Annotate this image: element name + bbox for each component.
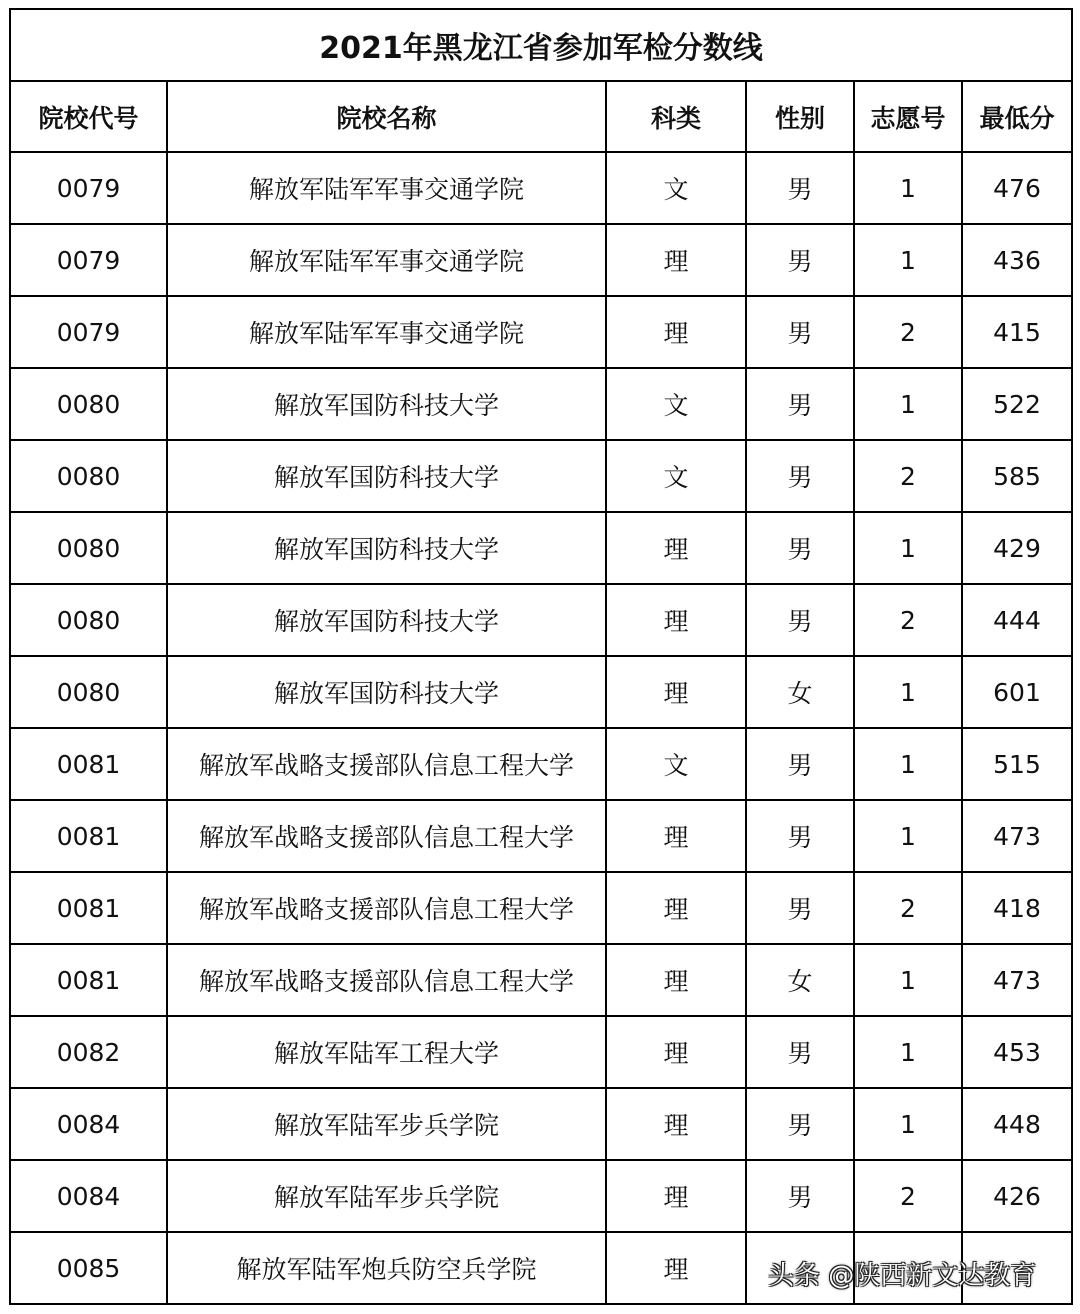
- cell-min-score: 415: [962, 296, 1072, 368]
- cell-choice-number: 1: [854, 1088, 962, 1160]
- cell-school-code: 0080: [10, 368, 167, 440]
- cell-school-name: 解放军陆军步兵学院: [167, 1088, 606, 1160]
- table-row: [10, 1160, 1072, 1232]
- header-choice-number: 志愿号: [854, 81, 962, 152]
- cell-choice-number: 1: [854, 368, 962, 440]
- cell-gender: 男: [746, 296, 854, 368]
- table-row: [10, 296, 1072, 368]
- cell-school-name: 解放军战略支援部队信息工程大学: [167, 872, 606, 944]
- cell-min-score: 448: [962, 1088, 1072, 1160]
- header-row: [10, 81, 1072, 152]
- header-gender: 性别: [746, 81, 854, 152]
- cell-min-score: 601: [962, 656, 1072, 728]
- cell-school-name: 解放军国防科技大学: [167, 440, 606, 512]
- cell-school-code: 0080: [10, 584, 167, 656]
- cell-gender: 男: [746, 152, 854, 224]
- cell-choice-number: 2: [854, 296, 962, 368]
- cell-choice-number: 2: [854, 872, 962, 944]
- cell-choice-number: 2: [854, 1160, 962, 1232]
- cell-school-name: 解放军陆军步兵学院: [167, 1160, 606, 1232]
- table-body: [10, 152, 1072, 1304]
- header-school-name: 院校名称: [167, 81, 606, 152]
- cell-school-code: 0081: [10, 800, 167, 872]
- cell-min-score: 418: [962, 872, 1072, 944]
- cell-subject: 理: [606, 1088, 746, 1160]
- table-row: [10, 872, 1072, 944]
- cell-min-score: 585: [962, 440, 1072, 512]
- cell-choice-number: 1: [854, 224, 962, 296]
- cell-school-name: 解放军国防科技大学: [167, 656, 606, 728]
- table-row: [10, 656, 1072, 728]
- cell-subject: 理: [606, 224, 746, 296]
- cell-school-code: 0084: [10, 1088, 167, 1160]
- header-subject: 科类: [606, 81, 746, 152]
- cell-school-name: 解放军陆军军事交通学院: [167, 224, 606, 296]
- table-row: [10, 944, 1072, 1016]
- cell-school-code: 0079: [10, 296, 167, 368]
- cell-min-score: 476: [962, 152, 1072, 224]
- cell-school-code: 0080: [10, 512, 167, 584]
- table-title: 2021年黑龙江省参加军检分数线: [10, 9, 1072, 81]
- cell-choice-number: 1: [854, 512, 962, 584]
- cell-subject: 理: [606, 1232, 746, 1304]
- cell-choice-number: 1: [854, 728, 962, 800]
- table-row: [10, 728, 1072, 800]
- cell-school-name: 解放军战略支援部队信息工程大学: [167, 944, 606, 1016]
- cell-min-score: 522: [962, 368, 1072, 440]
- table-row: [10, 440, 1072, 512]
- cell-subject: 理: [606, 1160, 746, 1232]
- cell-choice-number: 2: [854, 440, 962, 512]
- cell-gender: 男: [746, 1016, 854, 1088]
- header-school-code: 院校代号: [10, 81, 167, 152]
- cell-subject: 理: [606, 296, 746, 368]
- table-row: [10, 800, 1072, 872]
- cell-choice-number: 1: [854, 944, 962, 1016]
- cell-min-score: 515: [962, 728, 1072, 800]
- cell-school-name: 解放军国防科技大学: [167, 512, 606, 584]
- cell-gender: 男: [746, 584, 854, 656]
- score-table: [9, 8, 1073, 1305]
- cell-gender: 男: [746, 1088, 854, 1160]
- cell-subject: 理: [606, 584, 746, 656]
- cell-min-score: 473: [962, 944, 1072, 1016]
- table-row: [10, 512, 1072, 584]
- cell-subject: 理: [606, 872, 746, 944]
- cell-min-score: 444: [962, 584, 1072, 656]
- cell-gender: 男: [746, 1160, 854, 1232]
- table-row: [10, 224, 1072, 296]
- header-min-score: 最低分: [962, 81, 1072, 152]
- cell-school-name: 解放军陆军军事交通学院: [167, 152, 606, 224]
- table-row: [10, 152, 1072, 224]
- cell-gender: 男: [746, 728, 854, 800]
- cell-choice-number: 1: [854, 152, 962, 224]
- cell-subject: 理: [606, 944, 746, 1016]
- table-row: [10, 368, 1072, 440]
- cell-gender: 女: [746, 944, 854, 1016]
- cell-gender: 男: [746, 872, 854, 944]
- cell-choice-number: 1: [854, 656, 962, 728]
- cell-gender: 男: [746, 512, 854, 584]
- cell-school-name: 解放军陆军军事交通学院: [167, 296, 606, 368]
- cell-school-name: 解放军陆军工程大学: [167, 1016, 606, 1088]
- cell-choice-number: 1: [854, 800, 962, 872]
- cell-gender: 女: [746, 656, 854, 728]
- cell-school-code: 0079: [10, 152, 167, 224]
- table-row: [10, 584, 1072, 656]
- cell-school-code: 0081: [10, 944, 167, 1016]
- cell-min-score: 429: [962, 512, 1072, 584]
- cell-school-name: 解放军国防科技大学: [167, 368, 606, 440]
- cell-subject: 理: [606, 656, 746, 728]
- cell-min-score: 426: [962, 1160, 1072, 1232]
- title-row: [10, 9, 1072, 81]
- cell-choice-number: 1: [854, 1016, 962, 1088]
- cell-school-code: 0081: [10, 872, 167, 944]
- cell-subject: 文: [606, 152, 746, 224]
- table-row: [10, 1088, 1072, 1160]
- cell-min-score: 473: [962, 800, 1072, 872]
- cell-gender: 男: [746, 224, 854, 296]
- cell-subject: 理: [606, 1016, 746, 1088]
- watermark-text: 头条 @陕西新文达教育: [768, 1261, 1037, 1291]
- cell-min-score: 453: [962, 1016, 1072, 1088]
- cell-min-score: 436: [962, 224, 1072, 296]
- cell-gender: 男: [746, 440, 854, 512]
- cell-school-name: 解放军战略支援部队信息工程大学: [167, 728, 606, 800]
- cell-subject: 文: [606, 728, 746, 800]
- cell-gender: 男: [746, 800, 854, 872]
- cell-subject: 理: [606, 800, 746, 872]
- table-row: [10, 1016, 1072, 1088]
- cell-school-code: 0080: [10, 656, 167, 728]
- cell-school-name: 解放军陆军炮兵防空兵学院: [167, 1232, 606, 1304]
- cell-school-code: 0081: [10, 728, 167, 800]
- cell-school-code: 0080: [10, 440, 167, 512]
- cell-gender: 男: [746, 368, 854, 440]
- cell-choice-number: 2: [854, 584, 962, 656]
- cell-school-name: 解放军战略支援部队信息工程大学: [167, 800, 606, 872]
- cell-subject: 文: [606, 440, 746, 512]
- cell-subject: 理: [606, 512, 746, 584]
- cell-school-code: 0084: [10, 1160, 167, 1232]
- cell-school-code: 0079: [10, 224, 167, 296]
- cell-school-code: 0085: [10, 1232, 167, 1304]
- cell-school-name: 解放军国防科技大学: [167, 584, 606, 656]
- cell-school-code: 0082: [10, 1016, 167, 1088]
- cell-subject: 文: [606, 368, 746, 440]
